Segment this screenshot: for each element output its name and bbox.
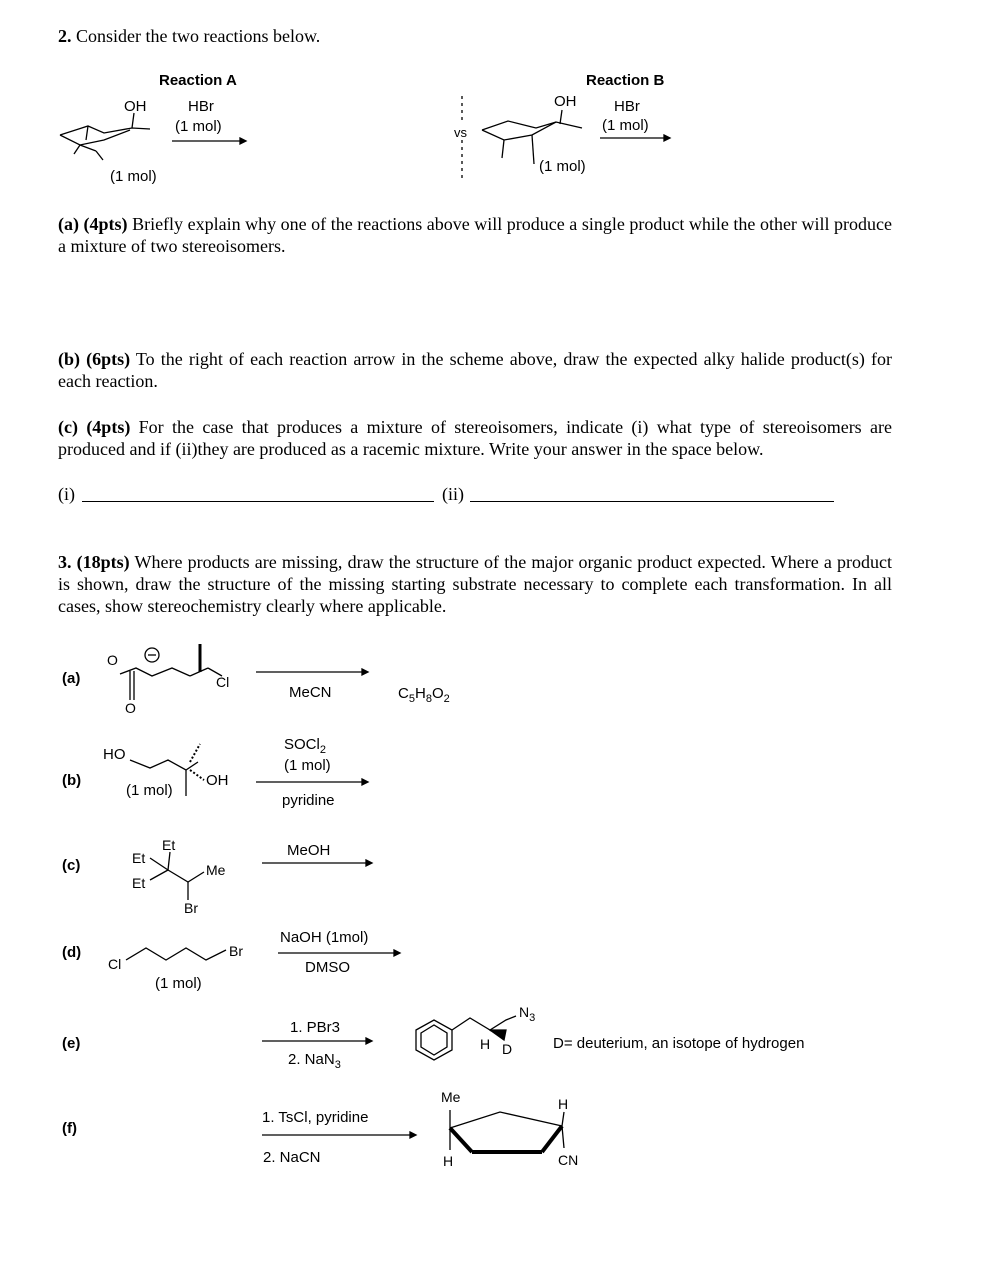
q2-number: 2. — [58, 26, 72, 46]
q3f-step-1: 1. TsCl, pyridine — [262, 1109, 369, 1126]
reaction-a-substrate — [60, 113, 150, 160]
q3c-reagent: MeOH — [287, 842, 331, 859]
reaction-b-title: Reaction B — [586, 72, 665, 89]
q3d-reagent-2: DMSO — [305, 959, 350, 976]
q3e-step-1: 1. PBr3 — [290, 1019, 341, 1036]
q3e-product — [416, 1016, 516, 1060]
q3d-atom-cl: Cl — [108, 956, 122, 972]
q2-part-b-label: (b) (6pts) — [58, 349, 131, 369]
reaction-a-reagent-amount: (1 mol) — [175, 118, 222, 135]
q3c-atom-me: Me — [206, 862, 226, 878]
q3c-atom-et-top: Et — [162, 837, 176, 853]
q2-part-c-text: For the case that produces a mixture of stereoisomers, indicate (i) what type of stereoisomers are produced and if (ii)they are produced as a racemic mixture. Write your answer in the space below. — [58, 417, 892, 459]
q3e-atom-d: D — [502, 1041, 513, 1057]
q3d-reagent-1: NaOH (1mol) — [280, 929, 369, 946]
reaction-b-oh: OH — [554, 93, 577, 110]
q3b-label: (b) — [62, 772, 82, 789]
q3c-atom-et-left: Et — [132, 850, 146, 866]
q3d-amount: (1 mol) — [155, 975, 202, 992]
q2-part-b-text: To the right of each reaction arrow in the scheme above, draw the expected alky halide product(s) for each reaction. — [58, 349, 892, 391]
q3b-reagent-1-amount: (1 mol) — [284, 757, 331, 774]
blank-ii-label: (ii) — [442, 484, 464, 504]
q3e-atom-h: H — [480, 1036, 491, 1052]
q3a-reagent: MeCN — [289, 684, 332, 701]
q2-heading-text: Consider the two reactions below. — [76, 26, 321, 46]
q2-part-a — [58, 213, 892, 257]
q3b-atom-oh: OH — [206, 772, 229, 789]
q2-part-a-label: (a) (4pts) — [58, 214, 128, 234]
q3f-atom-me: Me — [441, 1089, 461, 1105]
reaction-a-oh: OH — [124, 98, 147, 115]
q3e-step-2: 2. NaN$_3$ — [288, 1051, 341, 1071]
q3-text: Where products are missing, draw the structure of the major organic product expected. Where a product is shown, draw the structure of the missing starting substrate necessary to complete each transformation. In all cases, show stereochemistry clearly where applicable. — [58, 552, 893, 616]
reaction-a-reagent: HBr — [188, 98, 214, 115]
q3f-step-2: 2. NaCN — [263, 1149, 321, 1166]
q3b-amount: (1 mol) — [126, 782, 173, 799]
reaction-b-substrate — [482, 110, 582, 164]
q3a-substrate — [120, 644, 222, 700]
q3e-atom-n3: $N_3$ — [519, 1004, 536, 1024]
q3d-label: (d) — [62, 944, 82, 961]
q3b-reagent-2: pyridine — [282, 792, 335, 809]
q3f-label: (f) — [62, 1120, 77, 1137]
q3b-reagent-1: SOCl$_2$ — [284, 736, 326, 756]
vs-label: vs — [454, 125, 467, 140]
q3a-product-formula: $C_5H_8O_2$ — [398, 685, 450, 705]
q2-part-c — [58, 416, 892, 460]
q3d-substrate — [126, 948, 226, 960]
q2-part-b — [58, 348, 892, 392]
reaction-a-title: Reaction A — [159, 72, 237, 89]
q3a-atom-o-top: O — [107, 652, 118, 668]
q3-prompt — [58, 551, 892, 617]
q3c-label: (c) — [62, 857, 81, 874]
q3c-substrate — [150, 852, 204, 900]
q3a-label: (a) — [62, 670, 81, 687]
reaction-b-reagent: HBr — [614, 98, 640, 115]
q3f-atom-cn: CN — [558, 1152, 579, 1168]
q3a-atom-cl: Cl — [216, 674, 230, 690]
blank-i-line[interactable] — [82, 501, 434, 502]
q3c-atom-br: Br — [184, 900, 198, 916]
q3f-atom-h-bottom: H — [443, 1153, 454, 1169]
q3f-product — [450, 1110, 564, 1152]
q2-part-a-text: Briefly explain why one of the reactions above will produce a single product while the other will produce a mixture of two stereoisomers. — [58, 214, 892, 256]
reaction-b-reagent-amount: (1 mol) — [602, 117, 649, 134]
blank-ii-line[interactable] — [470, 501, 834, 502]
reaction-b-substrate-amount: (1 mol) — [539, 158, 586, 175]
q3a-atom-o-bottom: O — [125, 700, 136, 716]
q3f-atom-h-top: H — [558, 1096, 569, 1112]
blank-i-label: (i) — [58, 484, 75, 504]
q3c-atom-et-bottom: Et — [132, 875, 146, 891]
reaction-a-substrate-amount: (1 mol) — [110, 168, 157, 185]
q2-part-c-label: (c) (4pts) — [58, 417, 131, 437]
q3d-atom-br: Br — [229, 943, 243, 959]
q3-label: 3. (18pts) — [58, 552, 130, 572]
q3e-deuterium-note: D= deuterium, an isotope of hydrogen — [553, 1035, 805, 1052]
q3e-label: (e) — [62, 1035, 81, 1052]
q3b-atom-ho: HO — [103, 746, 126, 763]
